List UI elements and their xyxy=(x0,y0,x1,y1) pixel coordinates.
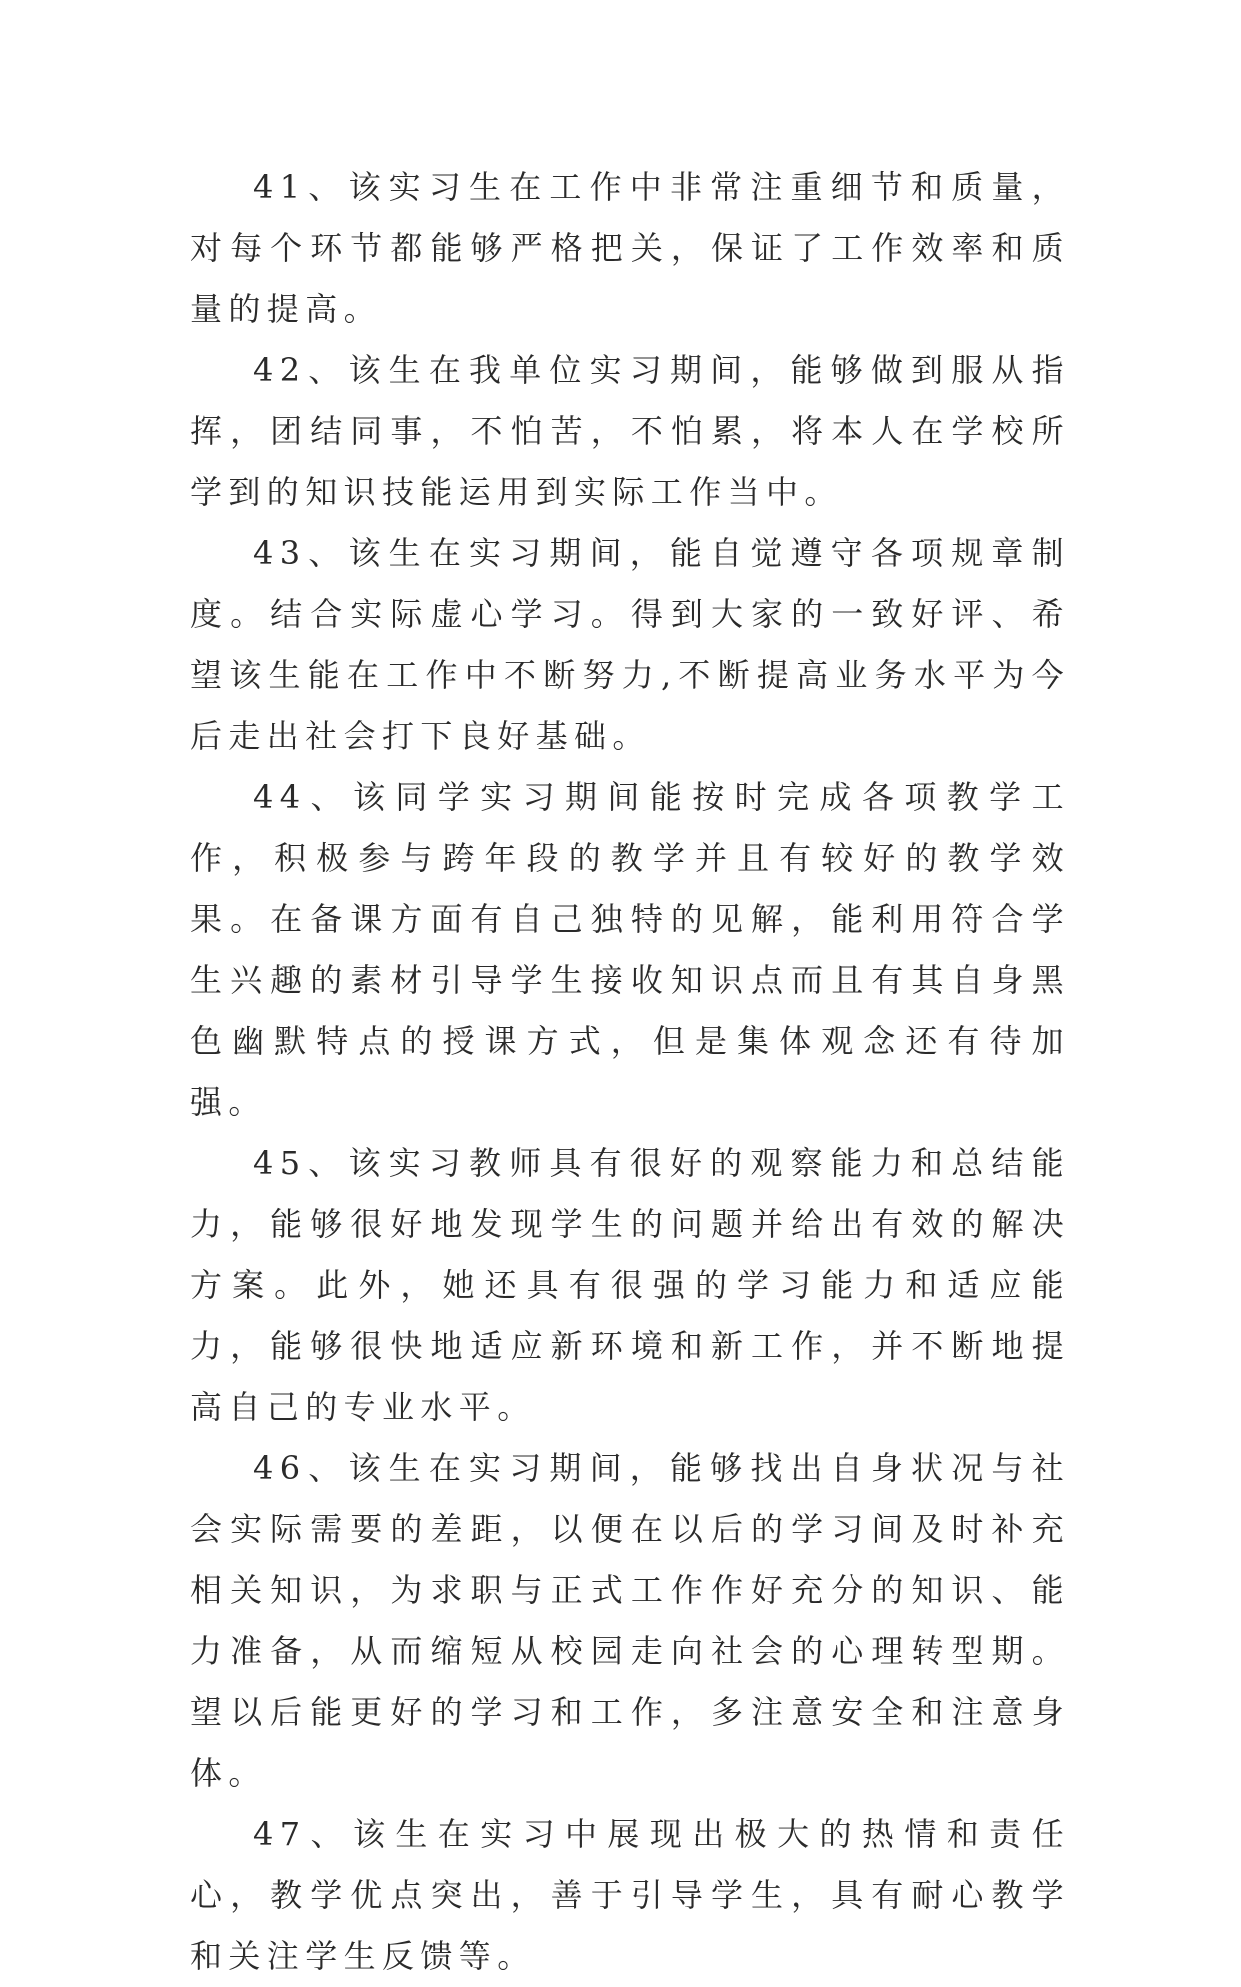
paragraph-45: 45、该实习教师具有很好的观察能力和总结能力，能够很好地发现学生的问题并给出有效的解决方案。此外，她还具有很强的学习能力和适应能力，能够很快地适应新环境和新工作，并不断地提高自己的专业水平。 xyxy=(190,1144,1070,1426)
paragraph-44: 44、该同学实习期间能按时完成各项教学工作，积极参与跨年段的教学并且有较好的教学效果。在备课方面有自己独特的见解，能利用符合学生兴趣的素材引导学生接收知识点而且有其自身黑色幽默特点的授课方式，但是集体观念还有待加强。 xyxy=(190,778,1070,1121)
paragraph-43: 43、该生在实习期间，能自觉遵守各项规章制度。结合实际虚心学习。得到大家的一致好评、希望该生能在工作中不断努力,不断提高业务水平为今后走出社会打下良好基础。 xyxy=(190,534,1070,755)
paragraph-46: 46、该生在实习期间，能够找出自身状况与社会实际需要的差距，以便在以后的学习间及时补充相关知识，为求职与正式工作作好充分的知识、能力准备，从而缩短从校园走向社会的心理转型期。望以后能更好的学习和工作，多注意安全和注意身体。 xyxy=(190,1449,1070,1792)
paragraph-42: 42、该生在我单位实习期间，能够做到服从指挥，团结同事，不怕苦，不怕累，将本人在学校所学到的知识技能运用到实际工作当中。 xyxy=(190,351,1070,511)
paragraph-41: 41、该实习生在工作中非常注重细节和质量，对每个环节都能够严格把关，保证了工作效率和质量的提高。 xyxy=(190,168,1070,328)
document-body xyxy=(190,157,1070,1987)
paragraph-47: 47、该生在实习中展现出极大的热情和责任心，教学优点突出，善于引导学生，具有耐心教学和关注学生反馈等。 xyxy=(190,1815,1070,1975)
